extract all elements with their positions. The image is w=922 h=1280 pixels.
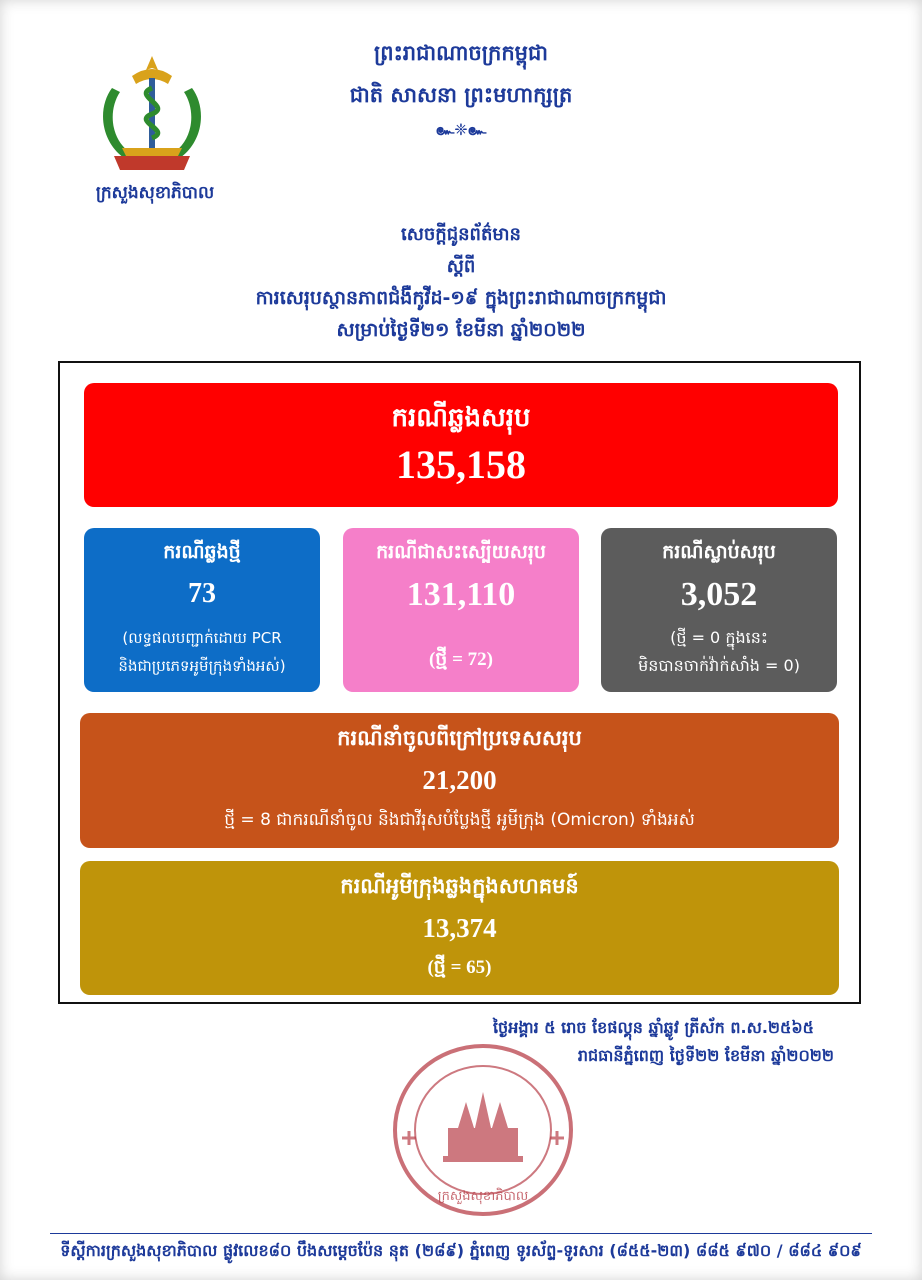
community-cases-box [80,861,839,995]
doc-title-subject: ការសេរុបស្ថានភាពជំងឺកូវីដ-១៩ ក្នុងព្រះរាជាណាចក្រកម្ពុជា [255,287,667,309]
imported-cases-value: 21,200 [422,765,497,795]
footer-divider [50,1233,872,1234]
new-cases-note [90,624,314,680]
deaths-value: 3,052 [680,576,758,613]
official-seal-icon [388,1040,578,1220]
imported-cases-label: ករណីនាំចូលពីក្រៅប្រទេសសរុប [337,726,582,750]
total-cases-box [84,383,838,507]
imported-cases-box [80,713,839,848]
deaths-note-line1: (ថ្មី = 0 ក្នុងនេះ [670,628,768,647]
doc-title-about: ស្ដីពី [446,256,476,277]
imported-cases-note: ថ្មី = 8 ជាករណីនាំចូល និងជាវីរុសបំប្លែងថ្មី អូមីក្រុង (Omicron) ទាំងអស់ [224,810,695,830]
new-cases-value: 73 [188,578,216,609]
solar-date: រាជធានីភ្នំពេញ ថ្ងៃទី២២ ខែមីនា ឆ្នាំ២០២២ [577,1046,834,1065]
new-cases-label: ករណីឆ្លងថ្មី [163,541,241,563]
national-motto: ជាតិ សាសនា ព្រះមហាក្សត្រ [349,83,573,107]
seal-text: ក្រសួងសុខាភិបាល [437,1189,529,1204]
new-cases-note-line2: និងជាប្រភេទអូមីក្រុងទាំងអស់) [118,657,286,675]
recovered-label: ករណីជាសះស្បើយសរុប [376,541,546,563]
doc-title-press-release: សេចក្ដីជូនព័ត៌មាន [401,224,521,245]
deaths-note-line2: មិនបានចាក់វ៉ាក់សាំង = 0) [638,656,800,675]
total-cases-value: 135,158 [396,442,526,487]
recovered-box [343,528,579,692]
community-cases-note: (ថ្មី = 65) [427,957,492,978]
doc-title-date: សម្រាប់ថ្ងៃទី២១ ខែមីនា ឆ្នាំ២០២២ [336,319,586,341]
footer-address: ទីស្ដីការក្រសួងសុខាភិបាល ផ្លូវលេខ៨០ បឹងសម្ដេចប៉ែន នុត (២៨៩) ភ្នំពេញ ទូរស័ព្ទ-ទូរសារ (៨៥៥-២៣) ៨៨៥ ៩៧០ / ៨៨៤ ៩០៩ [60,1241,862,1260]
ministry-name: ក្រសួងសុខាភិបាល [95,183,215,203]
deaths-box [601,528,837,692]
deaths-label: ករណីស្លាប់សរុប [662,541,776,563]
kingdom-name: ព្រះរាជាណាចក្រកម្ពុជា [373,41,548,65]
recovered-note: (ថ្មី = 72) [428,649,494,670]
community-cases-value: 13,374 [422,913,497,943]
total-cases-label: ករណីឆ្លងសរុប [391,403,531,433]
community-cases-label: ករណីអូមីក្រុងឆ្លងក្នុងសហគមន៍ [340,874,579,898]
deaths-note [607,624,831,680]
ornament-divider: ๛❈๛ [435,120,487,139]
recovered-value: 131,110 [406,576,516,613]
new-cases-box [84,528,320,692]
lunar-date: ថ្ងៃអង្គារ ៥ រោច ខែផល្គុន ឆ្នាំឆ្លូវ ត្រីស័ក ព.ស.២៥៦៥ [492,1018,814,1037]
new-cases-note-line1: (លទ្ធផលបញ្ជាក់ដោយ PCR [122,629,282,647]
